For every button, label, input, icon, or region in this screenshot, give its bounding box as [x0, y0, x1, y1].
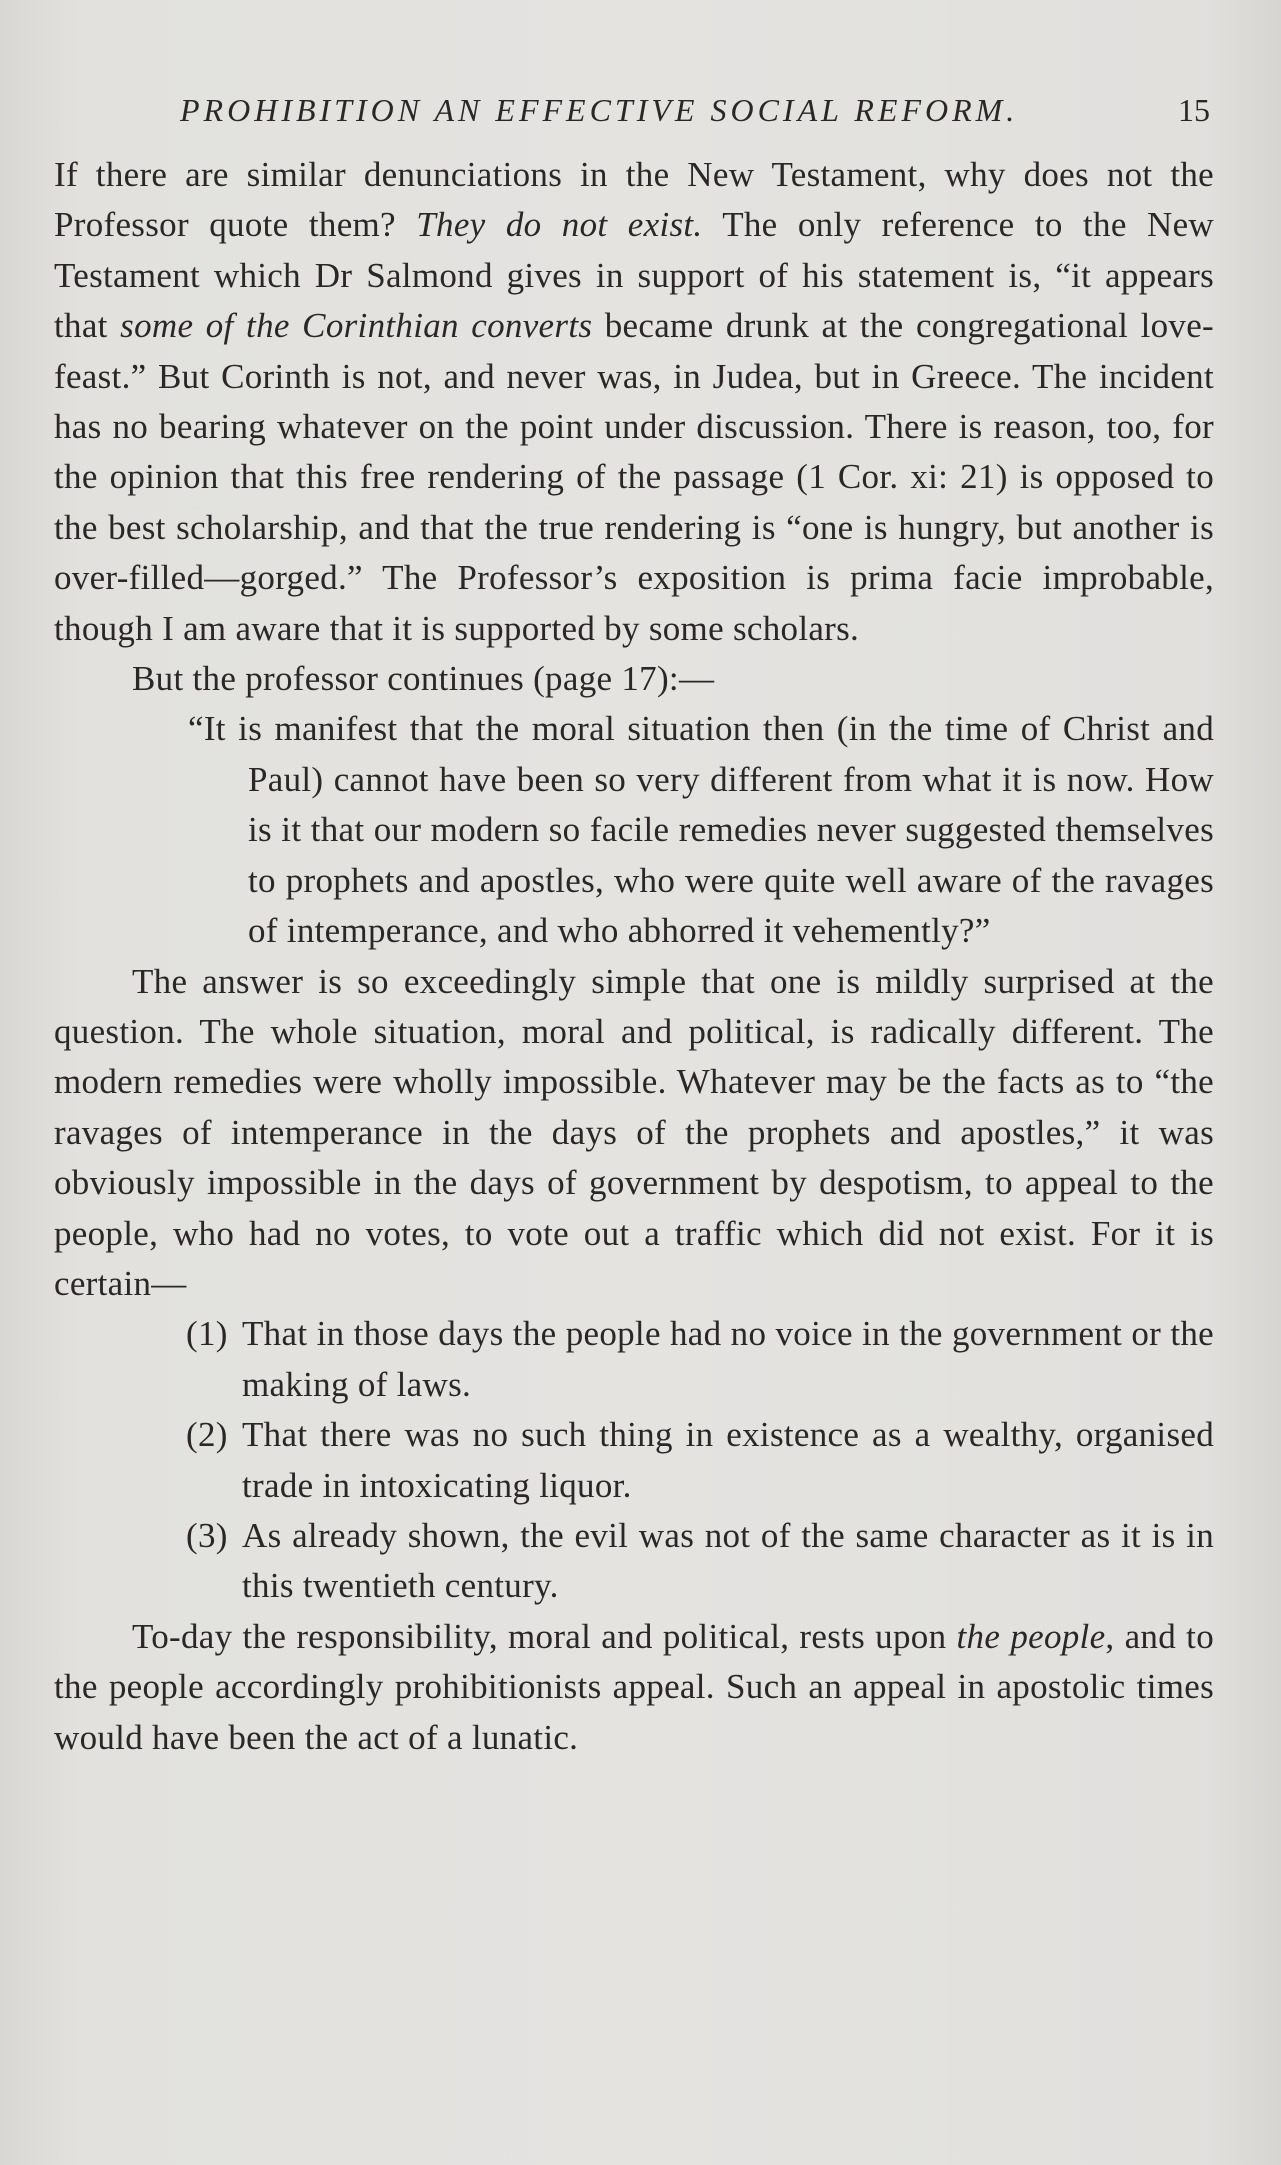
list-text: As already shown, the evil was not of the same character as it is in this twentieth century.: [242, 1515, 1214, 1606]
text-run: became drunk at the congregational love-feast.” But Corinth is not, and never was, in Judea, but in Greece. The incident has no bearing whatever on the point under discussion. There is reason, too, for the opinion that this free rendering of the passage (1 Cor. xi: 21) is opposed to the best scholarship, and that the true rendering is “one is hungry, but another is over-filled—gorged.” The Professor’s exposition is prima facie improbable, though I am aware that it is supported by some scholars.: [54, 306, 1215, 648]
text-run: If there are similar denunciations in the New Testament, why does not the Professor quote them?: [54, 155, 1214, 245]
quote-text: “It is manifest that the moral situation then (in the time of Christ and Paul) cannot have been so very different from what it is now. How is it that our modern so facile remedies never suggested themselves to prophets and apostles, who were quite well aware of the ravages of intemperance, and who abhorred it vehemently?”: [188, 709, 1214, 951]
list-number: (1): [186, 1314, 228, 1354]
list-text: That there was no such thing in existence as a wealthy, organised trade in intoxicating liquor.: [242, 1415, 1214, 1505]
paragraph-professor-continues: But the professor continues (page 17):—: [132, 659, 715, 699]
text-run: To-day the responsibility, moral and political, rests upon: [132, 1616, 957, 1656]
text-run: The only reference to the New Testament which Dr Salmond gives in support of his statement is, “it appears that: [54, 205, 1215, 346]
paragraph-today: [54, 1612, 1214, 1763]
list-number: (2): [186, 1415, 228, 1455]
block-quote: [54, 704, 1214, 956]
emphasis-text: They do not exist.: [416, 205, 703, 245]
list-item: [54, 1511, 1214, 1612]
emphasis-text: the people: [956, 1616, 1106, 1656]
running-title: PROHIBITION AN EFFECTIVE SOCIAL REFORM.: [180, 92, 1019, 128]
list-text: That in those days the people had no voice in the government or the making of laws.: [242, 1314, 1214, 1404]
body-text: [54, 150, 1214, 1763]
emphasis-text: some of the Corinthian converts: [120, 306, 593, 346]
list-item: [54, 1309, 1214, 1410]
paragraph-answer: The answer is so exceedingly simple that one is mildly surprised at the question. The whole situation, moral and political, is radically different. The modern remedies were wholly impossible. Whatever may be the facts as to “the ravages of intemperance in the days of the prophets and apostles,” it was obviously impossible in the days of government by despotism, to appeal to the people, who had no votes, to vote out a traffic which did not exist. For it is certain—: [54, 961, 1214, 1303]
paragraph-new-testament: [54, 150, 1214, 654]
text-run: , and to the people accordingly prohibitionists appeal. Such an appeal in apostolic times would have been the act of a lunatic.: [54, 1616, 1214, 1757]
list-item: [54, 1410, 1214, 1511]
page-header: [180, 92, 1210, 142]
list-number: (3): [186, 1515, 228, 1555]
page-number: 15: [1178, 92, 1210, 128]
